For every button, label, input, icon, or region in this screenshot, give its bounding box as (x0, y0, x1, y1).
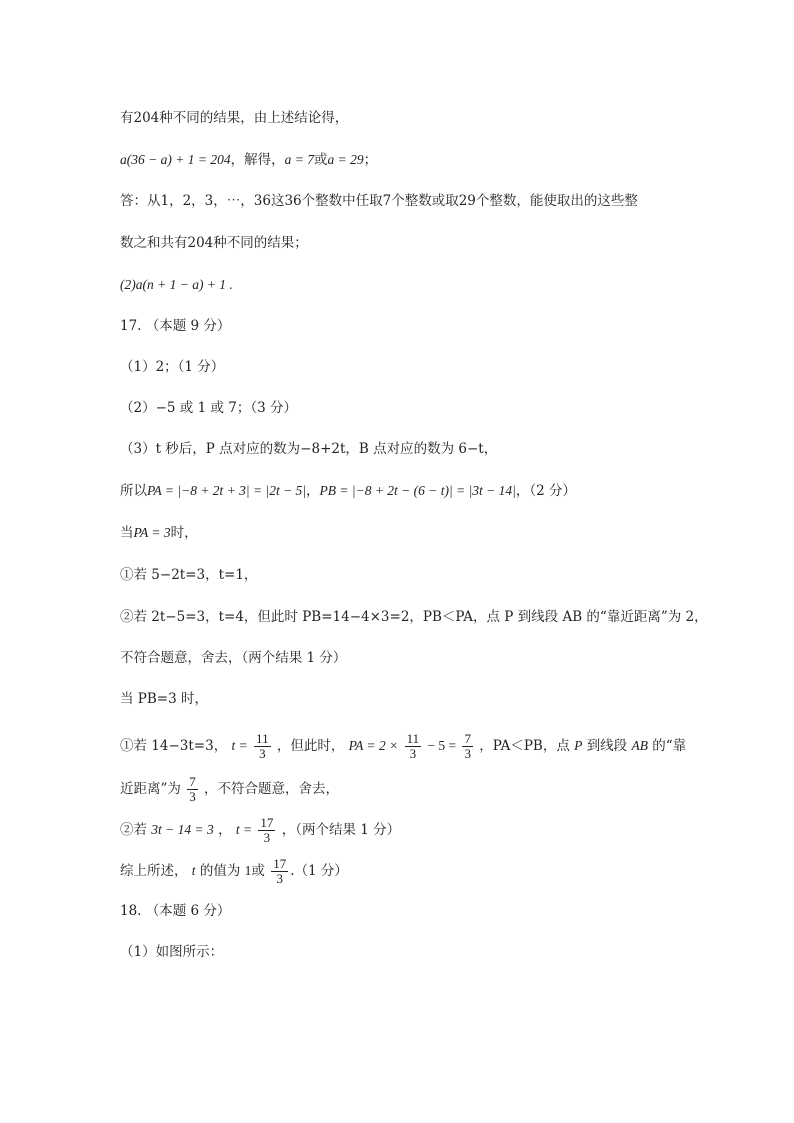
denominator: 3 (259, 746, 266, 761)
text-line-2 (120, 152, 377, 168)
text-line-3: 答：从1，2，3，⋯，36这36个整数中任取7个整数或取29个整数，能使取出的这些整 (120, 193, 638, 209)
text: ②若 (120, 822, 147, 838)
text: ； (363, 152, 378, 168)
text-line-1: 有204种不同的结果，由上述结论得， (120, 110, 349, 126)
equation: t = (235, 822, 253, 837)
denominator: 3 (189, 789, 196, 804)
text-line-21: （1）如图所示： (120, 944, 224, 960)
equation: PB = |−8 + 2t − (6 − t)| = |3t − 14| (319, 483, 516, 498)
text: ， (218, 822, 232, 838)
fraction-7-3 (187, 775, 198, 804)
text-line-9: （3）t 秒后，P 点对应的数为−8+2t，B 点对应的数为 6−t， (120, 441, 498, 457)
fraction-11-3 (405, 732, 422, 761)
text: 的值为 (199, 863, 241, 879)
section-heading-17: 17. （本题 9 分） (120, 318, 231, 334)
segment-label: AB (631, 738, 648, 753)
numerator: 7 (189, 774, 196, 789)
text: .（1 分） (290, 863, 348, 879)
text-line-12: ①若 5−2t=3，t=1， (120, 567, 258, 583)
numerator: 17 (273, 856, 287, 871)
text-line-11 (120, 525, 198, 541)
text-line-16 (120, 732, 686, 761)
text: ，不符合题意，舍去， (204, 781, 339, 797)
denominator: 3 (263, 830, 271, 845)
text-line-18 (120, 816, 400, 845)
text-line-14: 不符合题意，舍去，（两个结果 1 分） (120, 650, 347, 666)
fraction-11-3 (254, 732, 271, 761)
numerator: 11 (256, 731, 269, 746)
equation: PA = 2 × (348, 738, 399, 753)
text: 所以 (120, 483, 147, 499)
equation: t = (231, 738, 248, 753)
text-line-8: （2）−5 或 1 或 7；（3 分） (120, 400, 297, 416)
variable: t (191, 863, 196, 878)
denominator: 3 (409, 746, 417, 761)
denominator: 3 (276, 871, 283, 886)
text: 近距离”为 (120, 781, 181, 797)
text: 当 (120, 525, 134, 541)
equation: PA = |−8 + 2t + 3| = |2t − 5| (147, 483, 307, 498)
text-line-13: ②若 2t−5=3，t=4，但此时 PB=14−4×3=2，PB＜PA，点 P 到线段 AB 的“靠近距离”为 2， (120, 609, 708, 625)
fraction-17-3 (258, 816, 275, 845)
equation: a = 7 (284, 152, 314, 167)
fraction-17-3 (271, 857, 288, 886)
text: 的“靠 (652, 738, 687, 754)
text-line-5: (2)a(n + 1 − a) + 1 . (120, 277, 233, 292)
text: ，但此时， (276, 738, 345, 754)
text: ，PA＜PB，点 (479, 738, 570, 754)
text: ，（两个结果 1 分） (281, 822, 401, 838)
text: 综上所述， (120, 863, 188, 879)
text-line-15: 当 PB=3 时， (120, 691, 208, 707)
text-line-7: （1）2；（1 分） (120, 359, 225, 375)
numerator: 17 (260, 815, 274, 830)
text: ，解得， (230, 152, 285, 168)
point-label: P (574, 738, 583, 753)
equation: 3t − 14 = 3 (151, 822, 214, 837)
text: 时， (170, 525, 198, 541)
text-line-10 (120, 483, 576, 499)
fraction-7-3 (462, 732, 473, 761)
section-heading-18: 18. （本题 6 分） (120, 903, 231, 919)
text-line-17 (120, 775, 339, 804)
text-line-4: 数之和共有204种不同的结果； (120, 235, 308, 251)
text: ， (306, 483, 320, 499)
equation: PA = 3 (133, 525, 171, 540)
text: ，（2 分） (515, 483, 577, 499)
numerator: 11 (406, 731, 420, 746)
text: 或 (251, 863, 265, 879)
numerator: 7 (464, 731, 471, 746)
number: 1 (244, 863, 252, 878)
text-line-19 (120, 857, 348, 886)
equation: a = 29 (327, 152, 364, 167)
equation: a(36 − a) + 1 = 204 (120, 152, 231, 167)
denominator: 3 (464, 746, 471, 761)
text: 或 (313, 152, 328, 168)
equation: − 5 = (427, 738, 457, 753)
text: ①若 14−3t=3， (120, 738, 228, 754)
text: 到线段 (586, 738, 628, 754)
